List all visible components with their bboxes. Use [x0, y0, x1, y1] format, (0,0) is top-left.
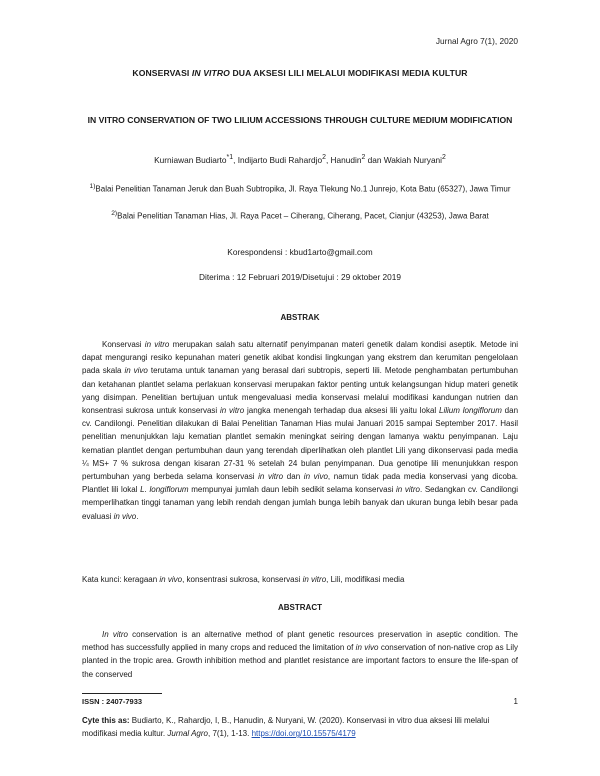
abstract-paragraph: In vitro conservation is an alternative method of plant genetic resources preservation in aseptic condition. The method has successfully applied in many crops and reduced the limitation of in vivo conservation of non-native crop as Lily planted in the tropic area. Growth inhibition method and plantlet resistance are important factors to ensure the life-span of the conserved	[82, 630, 519, 679]
citation: Cyte this as: Budiarto, K., Rahardjo, I, B., Hanudin, & Nuryani, W. (2020). Konservasi in vitro dua aksesi lili melalui modifikasi media kultur. Jurnal Agro, 7(1), 1-13. https://doi.org/10.15575/4179	[82, 716, 490, 738]
title-english: IN VITRO CONSERVATION OF TWO LILIUM ACCESSIONS THROUGH CULTURE MEDIUM MODIFICATION	[87, 115, 513, 125]
page-number: 1	[513, 697, 518, 706]
abstrak-heading: ABSTRAK	[280, 313, 320, 322]
abstrak-paragraph: Konservasi in vitro merupakan salah satu alternatif penyimpanan materi genetik dalam kondisi aseptik. Metode ini dapat mengurangi resiko kepunahan materi genetik akibat kondisi lingkungan yang ekstrem dan kerumitan pengelolaan pada skala in vivo terutama untuk tanaman yang berasal dari subtropis, seperti lili. Metode penghambatan pertumbuhan dan ketahanan plantlet selama perlakuan konservasi merupakan faktor penting untuk kelangsungan hidup materi genetik yang disimpan. Penelitian bertujuan untuk mengevaluasi media konservasi melalui modifikasi kandungan nutrien dan konsentrasi sukrosa untuk konservasi in vitro jangka menengah terhadap dua aksesi lili yaitu lokal Lilium longiflorum dan cv. Candilongi. Penelitian dilakukan di Balai Penelitian Tanaman Hias mulai Januari 2015 sampai September 2017. Hasil penelitian menunjukkan laju kematian plantlet semakin meningkat seiring dengan lamanya waktu penyimpanan. Laju kematian plantlet dengan pertumbuhan daun yang terendah diperlihatkan oleh plantlet Lili yang dikonservasi pada media ¼ MS+ 7 % sukrosa dengan kisaran 27-31 % setelah 24 bulan penyimpanan. Dua genotipe lili menunjukkan respon pertumbuhan yang berbeda selama konservasi in vitro dan in vivo, namun tidak pada media konservasi yang dicoba. Plantlet lili lokal L. longiflorum mempunyai jumlah daun lebih sedikit selama konservasi in vitro. Sedangkan cv. Candilongi memperlihatkan tinggi tanaman yang lebih rendah dengan jumlah bunga lebih banyak dan ukuran bunga lebih besar pada evaluasi in vivo.	[82, 340, 519, 521]
citation-label: Cyte this as:	[82, 716, 130, 725]
doi-link[interactable]: https://doi.org/10.15575/4179	[251, 729, 356, 738]
footnote-divider	[82, 693, 162, 694]
abstract-heading: ABSTRACT	[278, 603, 322, 612]
title-indonesian: KONSERVASI IN VITRO DUA AKSESI LILI MELALUI MODIFIKASI MEDIA KULTUR	[132, 68, 468, 78]
author-list: Kurniawan Budiarto$^{*1}$, Indijarto Budi Rahardjo$^2$, Hanudin$^2$ dan Wakiah Nuryani$^2$	[154, 154, 446, 165]
received-accepted-dates: Diterima : 12 Februari 2019/Disetujui : 29 oktober 2019	[198, 272, 401, 282]
keywords: Kata kunci: keragaan in vivo, konsentrasi sukrosa, konservasi in vitro, Lili, modifikasi media	[82, 575, 405, 584]
affiliation-1: $^{1)}$Balai Penelitian Tanaman Jeruk dan Buah Subtropika, Jl. Raya Tlekung No.1 Junrejo, Kota Batu (65327), Jawa Timur	[89, 183, 511, 194]
correspondence: Korespondensi : kbud1arto@gmail.com	[227, 247, 373, 257]
affiliation-2: $^{2)}$Balai Penelitian Tanaman Hias, Jl. Raya Pacet – Ciherang, Ciherang, Pacet, Cianjur (43253), Jawa Barat	[111, 210, 489, 221]
journal-header: Jurnal Agro 7(1), 2020	[435, 36, 518, 46]
issn: ISSN : 2407-7933	[82, 697, 143, 706]
